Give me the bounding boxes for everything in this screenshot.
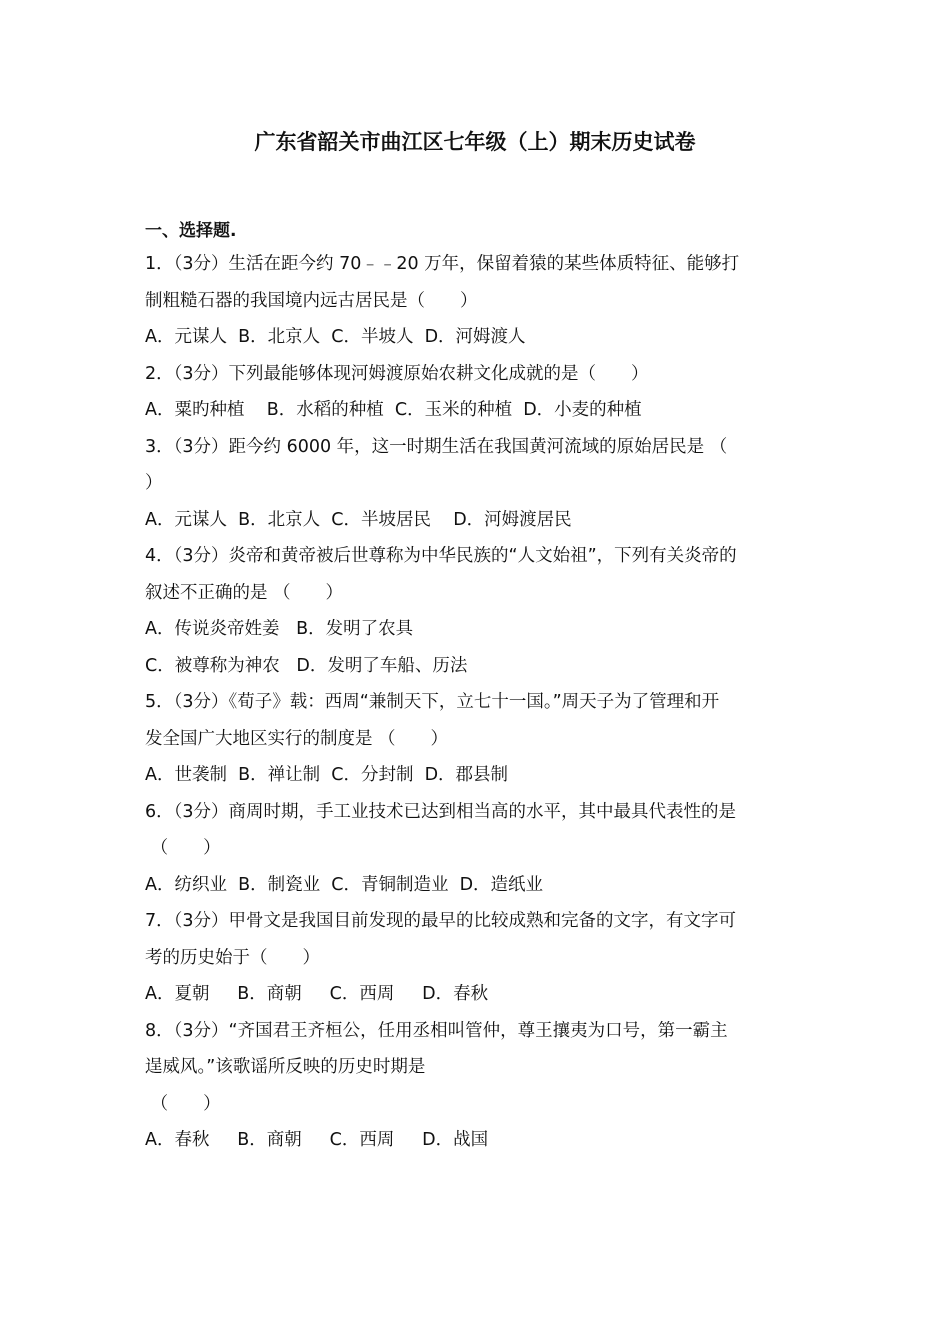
text-line: 2．（3分）下列最能够体现河姆渡原始农耕文化成就的是（ ） [145,363,649,384]
text-line: 3．（3分）距今约 6000 年，这一时期生活在我国黄河流域的原始居民是 （ [145,436,728,457]
text-line: A．夏朝 B．商朝 C．西周 D．春秋 [145,984,489,1004]
text-line: 逞威风。”该歌谣所反映的历史时期是 [145,1057,426,1077]
text-line: A．元谋人 B．北京人 C．半坡人 D．河姆渡人 [145,327,526,347]
text-line: A．纺织业 B．制瓷业 C．青铜制造业 D．造纸业 [145,874,544,895]
text-line: C．被尊称为神农 D．发明了车船、历法 [145,655,468,676]
text-line: A．元谋人 B．北京人 C．半坡居民 D．河姆渡居民 [145,509,572,530]
text-line: （ ） [145,838,221,858]
text-line: 7．（3分）甲骨文是我国目前发现的最早的比较成熟和完备的文字，有文字可 [145,911,737,931]
text-line: 6．（3分）商周时期，手工业技术已达到相当高的水平，其中最具代表性的是 [145,801,737,822]
text-line: A．世袭制 B．禅让制 C．分封制 D．郡县制 [145,765,509,785]
text-line: 8．（3分）“齐国君王齐桓公，任用丞相叫管仲，尊王攘夷为口号，第一霸主 [145,1020,728,1041]
text-line: ） [145,473,163,493]
page-title: 广东省韶关市曲江区七年级（上）期末历史试卷 [254,130,696,154]
section-heading: 一、选择题. [145,221,237,241]
text-line: 制粗糙石器的我国境内远古居民是（ ） [145,290,478,311]
text-line: A．春秋 B．商朝 C．西周 D．战国 [145,1130,489,1150]
text-line: 考的历史始于（ ） [145,947,320,968]
text-line: 发全国广大地区实行的制度是 （ ） [145,728,449,749]
text-line: 1．（3分）生活在距今约 70﹣﹣20 万年，保留着猿的某些体质特征、能够打 [145,254,740,274]
text-line: 叙述不正确的是 （ ） [145,582,344,603]
text-line: A．粟旳种植 B．水稻的种植 C．玉米的种植 D．小麦的种植 [145,400,642,420]
text-line: 5．（3分）《荀子》载：西周“兼制天下，立七十一国。”周天子为了管理和开 [145,692,720,712]
text-line: A．传说炎帝姓姜 B．发明了农具 [145,619,414,639]
text-line: （ ） [145,1093,221,1114]
text-line: 4．（3分）炎帝和黄帝被后世尊称为中华民族的“人文始祖”，下列有关炎帝的 [145,546,737,566]
